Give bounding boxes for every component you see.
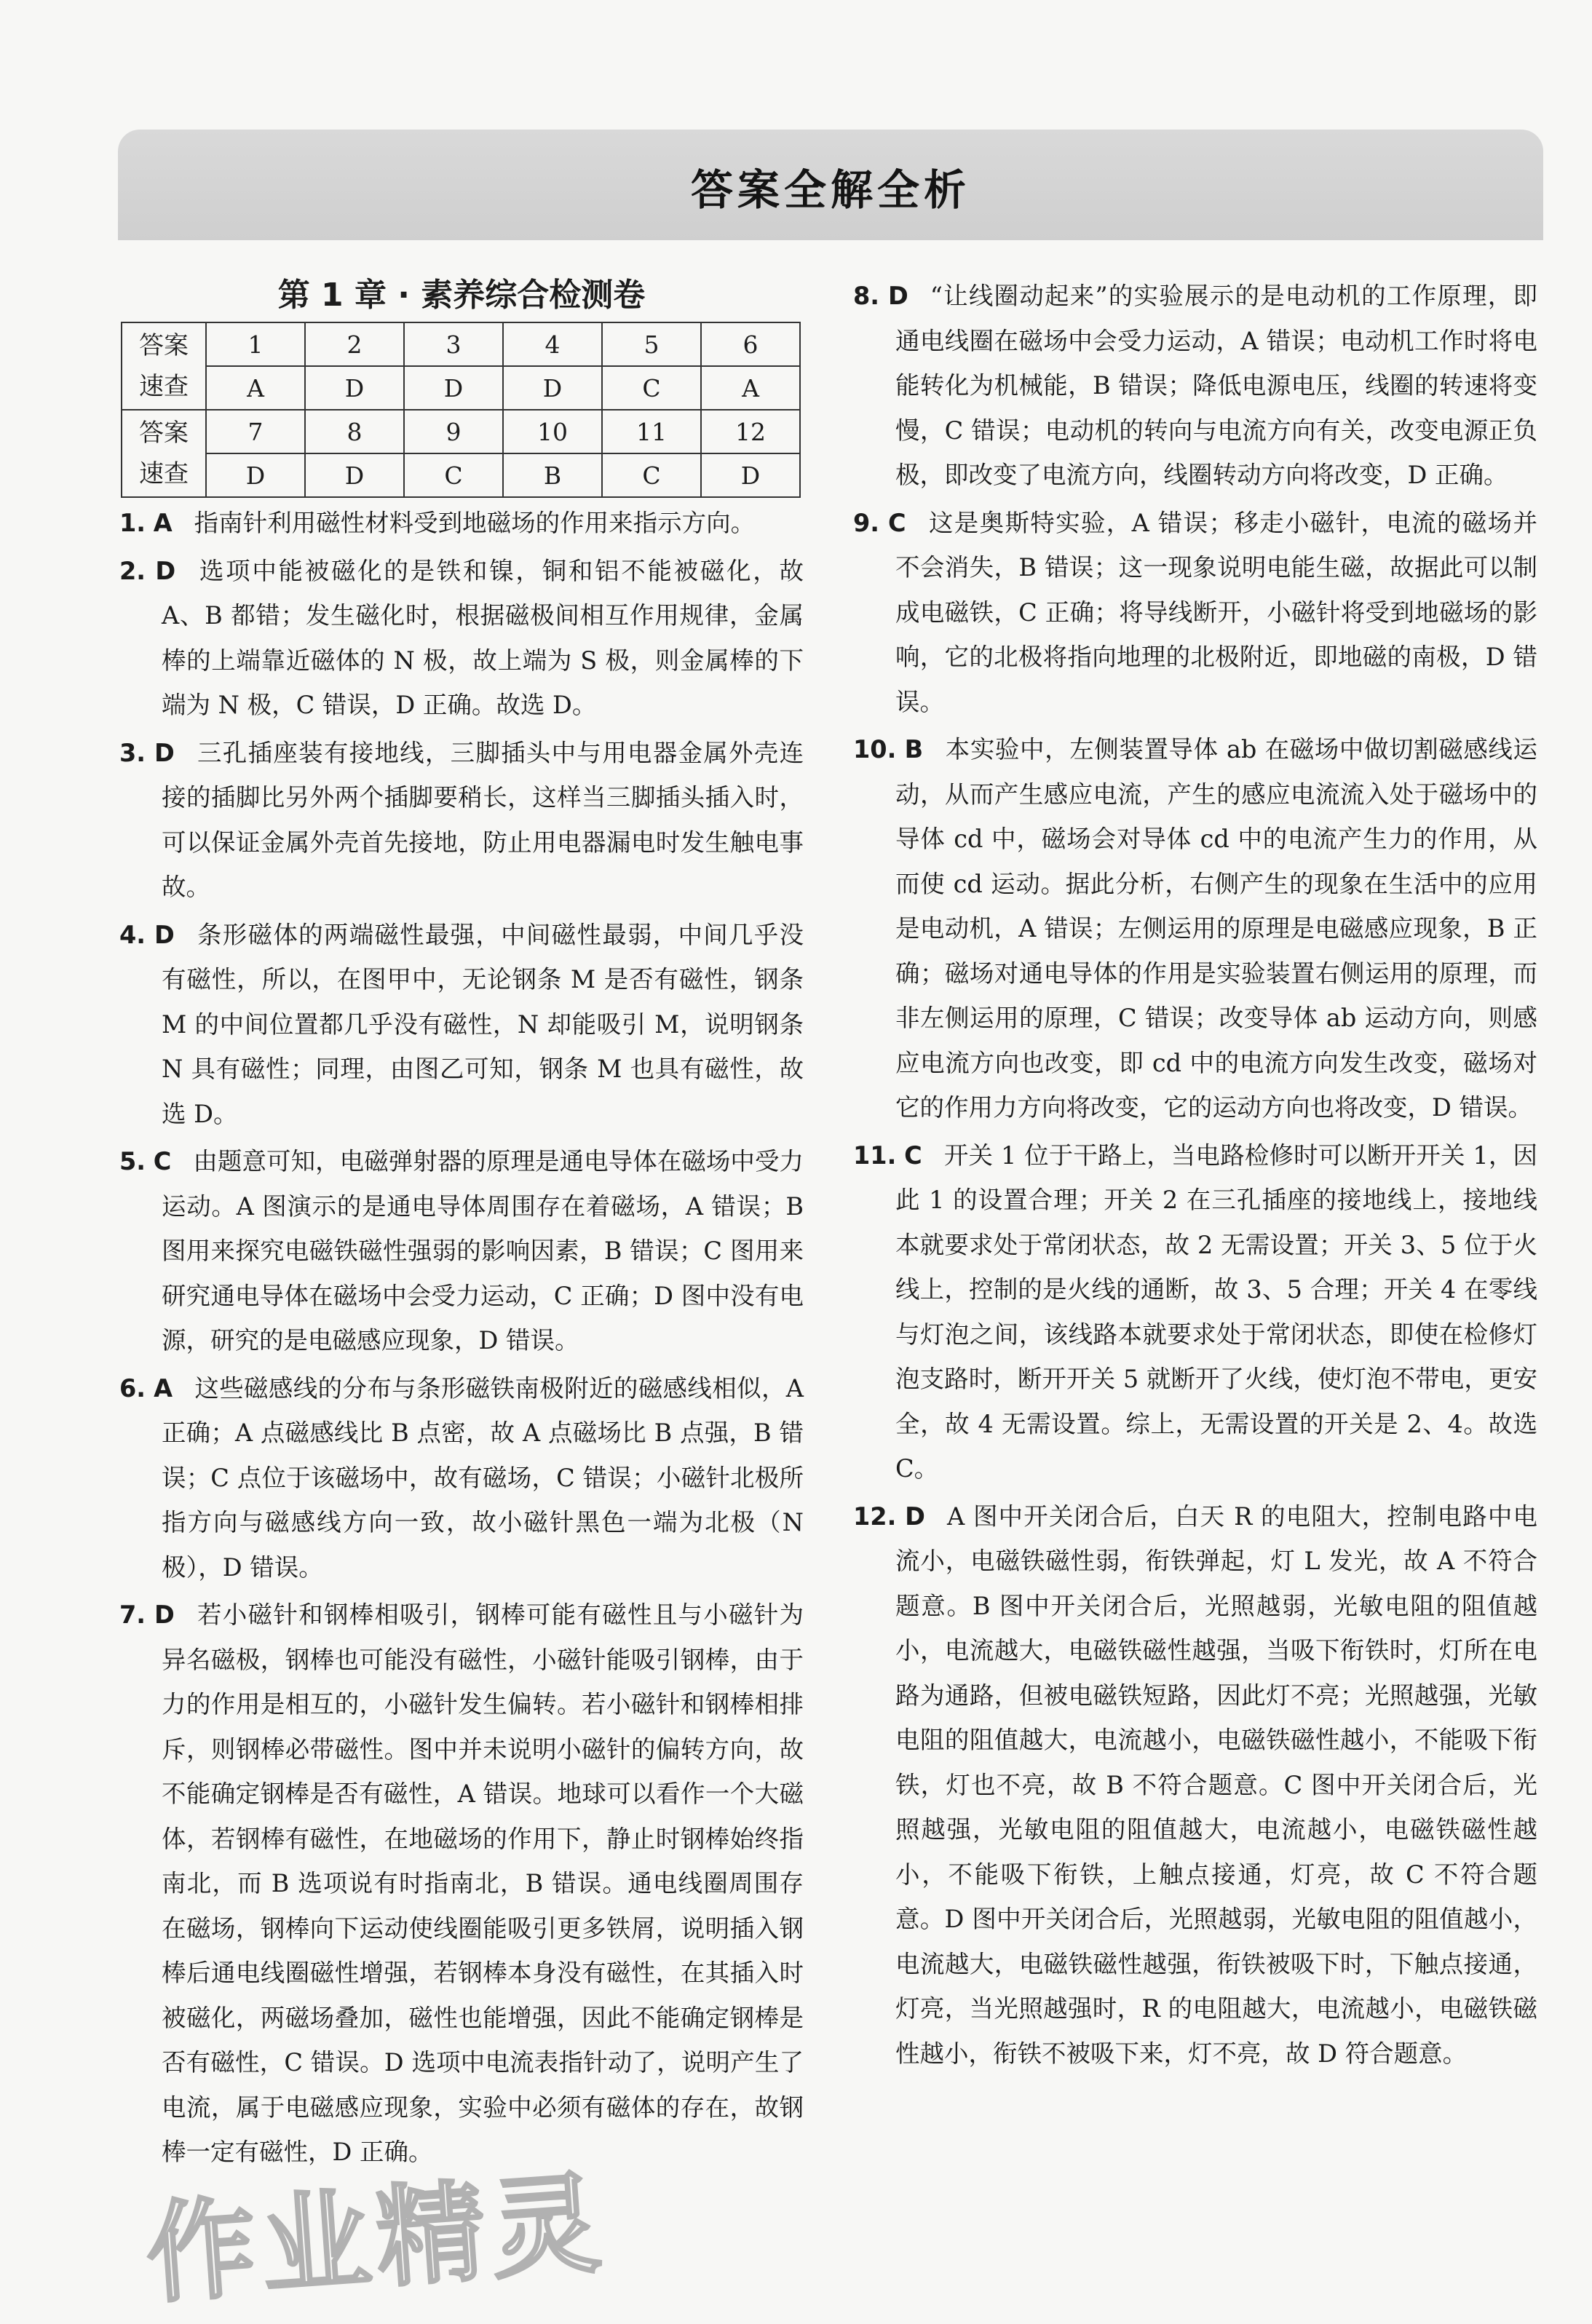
answer-cell: A (701, 366, 800, 410)
table-row (122, 366, 800, 410)
answer-cell: D (305, 366, 404, 410)
answer-item: 8. D “让线圈动起来”的实验展示的是电动机的工作原理，即通电线圈在磁场中会受力运动，A 错误；电动机工作时将电能转化为机械能，B 错误；降低电源电压，线圈的转速将变慢，C 错误；电动机的转向与电流方向有关，改变电源正负极，即改变了电流方向，线圈转动方向将改变，D 正确。 (853, 282, 1537, 489)
answer-table (121, 322, 801, 498)
answer-item: 3. D 三孔插座装有接地线，三脚插头中与用电器金属外壳连接的插脚比另外两个插脚要稍长，这样当三脚插头插入时，可以保证金属外壳首先接地，防止用电器漏电时发生触电事故。 (119, 738, 804, 901)
answer-item: 10. B 本实验中，左侧装置导体 ab 在磁场中做切割磁感线运动，从而产生感应电流，产生的感应电流流入处于磁场中的导体 cd 中，磁场会对导体 cd 中的电流产生力的作用，从而使 cd 运动。据此分析，右侧产生的现象在生活中的应用是电动机，A 错误；左侧运用的原理是电磁感应现象，B 正确；磁场对通电导体的作用是实验装置右侧运用的原理，而非左侧运用的原理，C 错误；改变导体 ab 运动方向，则感应电流方向也改变，即 cd 中的电流方向发生改变，磁场对它的作用力方向将改变，它的运动方向也将改变，D 错误。 (853, 735, 1537, 1122)
answer-cell: D (701, 453, 800, 497)
question-number: 1 (206, 322, 305, 366)
answer-cell: D (305, 453, 404, 497)
right-column (853, 271, 1537, 2076)
question-number: 11 (602, 410, 701, 453)
watermark: 作业精灵 (142, 2160, 611, 2319)
answer-cell: C (602, 453, 701, 497)
answer-item: 4. D 条形磁体的两端磁性最强，中间磁性最弱，中间几乎没有磁性，所以，在图甲中，无论钢条 M 是否有磁性，钢条 M 的中间位置都几乎没有磁性，N 却能吸引 M，说明钢条 N 具有磁性；同理，由图乙可知，钢条 M 也具有磁性，故选 D。 (119, 920, 804, 1128)
question-number: 12 (701, 410, 800, 453)
table-row (122, 410, 800, 453)
page-title: 答案全解全析 (690, 165, 970, 215)
answer-item: 11. C 开关 1 位于干路上，当电路检修时可以断开开关 1，因此 1 的设置合理；开关 2 在三孔插座的接地线上，接地线本就要求处于常闭状态，故 2 无需设置；开关 3、5 位于火线上，控制的是火线的通断，故 3、5 合理；开关 4 在零线与灯泡之间，该线路本就要求处于常闭状态，即使在检修灯泡支路时，断开开关 5 就断开了火线，使灯泡不带电，更安全，故 4 无需设置。综上，无需设置的开关是 2、4。故选 C。 (853, 1141, 1537, 1483)
answer-cell: D (503, 366, 602, 410)
answer-item: 9. C 这是奥斯特实验，A 错误；移走小磁针，电流的磁场并不会消失，B 错误；这一现象说明电能生磁，故据此可以制成电磁铁，C 正确；将导线断开，小磁针将受到地磁场的影响，它的北极将指向地理的北极附近，即地磁的南极，D 错误。 (853, 508, 1537, 716)
answer-cell: D (404, 366, 503, 410)
table-row (122, 453, 800, 497)
question-number: 2 (305, 322, 404, 366)
question-number: 7 (206, 410, 305, 453)
answer-cell: D (206, 453, 305, 497)
question-number: 5 (602, 322, 701, 366)
answer-item: 1. A 指南针利用磁性材料受到地磁场的作用来指示方向。 (119, 509, 756, 537)
row-label: 答案 速查 (122, 410, 206, 497)
answer-cell: C (602, 366, 701, 410)
question-number: 8 (305, 410, 404, 453)
answer-cell: A (206, 366, 305, 410)
question-number: 3 (404, 322, 503, 366)
answer-item: 12. D A 图中开关闭合后，白天 R 的电阻大，控制电路中电流小，电磁铁磁性弱，衔铁弹起，灯 L 发光，故 A 不符合题意。B 图中开关闭合后，光照越弱，光敏电阻的阻值越小，电流越大，电磁铁磁性越强，当吸下衔铁时，灯所在电路为通路，但被电磁铁短路，因此灯不亮；光照越强，光敏电阻的阻值越大，电流越小，电磁铁磁性越小，不能吸下衔铁，灯也不亮，故 B 不符合题意。C 图中开关闭合后，光照越强，光敏电阻的阻值越大，电流越小，电磁铁磁性越小，不能吸下衔铁，上触点接通，灯亮，故 C 不符合题意。D 图中开关闭合后，光照越弱，光敏电阻的阻值越小，电流越大，电磁铁磁性越强，衔铁被吸下时，下触点接通，灯亮，当光照越强时，R 的电阻越大，电流越小，电磁铁磁性越小，衔铁不被吸下来，灯不亮，故 D 符合题意。 (853, 1502, 1537, 2068)
answer-item: 2. D 选项中能被磁化的是铁和镍，铜和铝不能被磁化，故 A、B 都错；发生磁化时，根据磁极间相互作用规律，金属棒的上端靠近磁体的 N 极，故上端为 S 极，则金属棒的下端为 N 极，C 错误，D 正确。故选 D。 (119, 556, 804, 719)
answer-item: 6. A 这些磁感线的分布与条形磁铁南极附近的磁感线相似，A 正确；A 点磁感线比 B 点密，故 A 点磁场比 B 点强，B 错误；C 点位于该磁场中，故有磁场，C 错误；小磁针北极所指方向与磁感线方向一致，故小磁针黑色一端为北极（N 极），D 错误。 (119, 1373, 804, 1582)
left-column (119, 271, 804, 2175)
header-banner (118, 130, 1543, 240)
question-number: 6 (701, 322, 800, 366)
answer-item: 7. D 若小磁针和钢棒相吸引，钢棒可能有磁性且与小磁针为异名磁极，钢棒也可能没有磁性，小磁针能吸引钢棒，由于力的作用是相互的，小磁针发生偏转。若小磁针和钢棒相排斥，则钢棒必带磁性。图中并未说明小磁针的偏转方向，故不能确定钢棒是否有磁性，A 错误。地球可以看作一个大磁体，若钢棒有磁性，在地磁场的作用下，静止时钢棒始终指南北，而 B 选项说有时指南北，B 错误。通电线圈周围存在磁场，钢棒向下运动使线圈能吸引更多铁屑，说明插入钢棒后通电线圈磁性增强，若钢棒本身没有磁性，在其插入时被磁化，两磁场叠加，磁性也能增强，因此不能确定钢棒是否有磁性，C 错误。D 选项中电流表指针动了，说明产生了电流，属于电磁感应现象，实验中必须有磁体的存在，故钢棒一定有磁性，D 正确。 (119, 1601, 804, 2166)
row-label: 答案 速查 (122, 322, 206, 410)
section-title: 第 1 章 · 素养综合检测卷 (277, 277, 646, 314)
question-number: 4 (503, 322, 602, 366)
table-row (122, 322, 800, 366)
answer-cell: B (503, 453, 602, 497)
answer-item: 5. C 由题意可知，电磁弹射器的原理是通电导体在磁场中受力运动。A 图演示的是通电导体周围存在着磁场，A 错误；B 图用来探究电磁铁磁性强弱的影响因素，B 错误；C 图用来研究通电导体在磁场中会受力运动，C 正确；D 图中没有电源，研究的是电磁感应现象，D 错误。 (119, 1147, 804, 1355)
answer-cell: C (404, 453, 503, 497)
question-number: 9 (404, 410, 503, 453)
question-number: 10 (503, 410, 602, 453)
